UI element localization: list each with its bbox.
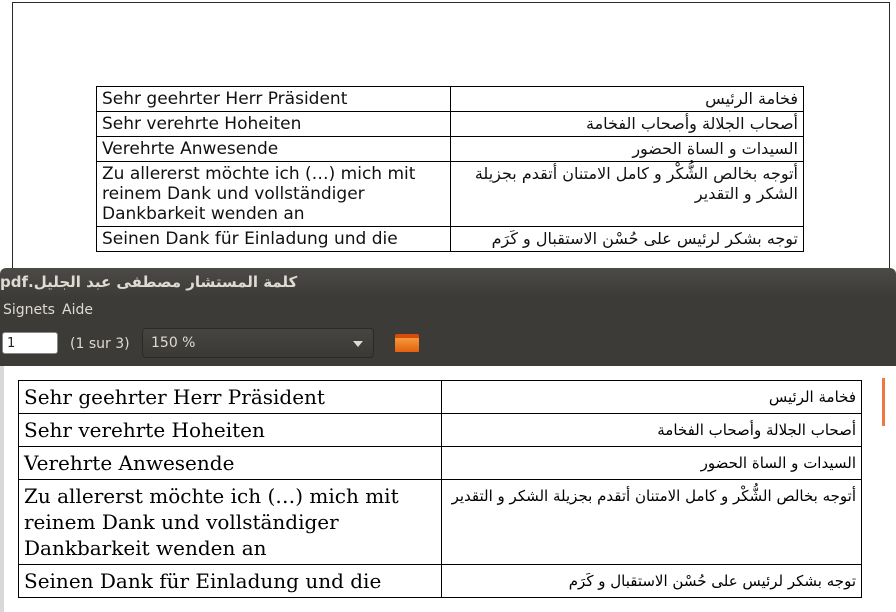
zoom-select[interactable] [142, 328, 374, 358]
table-cell-german: Seinen Dank für Einladung und die [19, 565, 442, 598]
table-cell-arabic: السيدات و الساة الحضور [451, 137, 804, 162]
background-document-page [0, 0, 896, 270]
table-cell-german: Verehrte Anwesende [19, 447, 442, 480]
table-row [97, 227, 804, 252]
table-row [97, 137, 804, 162]
table-row [19, 414, 862, 447]
toolbar [0, 324, 896, 366]
table-cell-german: Sehr geehrter Herr Präsident [97, 87, 451, 112]
menu-bar [0, 300, 896, 324]
table-cell-arabic: أتوجه بخالص الشُّكْر و كامل الامتنان أتقدم بجزيلة الشكر و التقدير [451, 162, 804, 227]
zoom-value: 150 % [151, 335, 196, 351]
table-cell-arabic: أصحاب الجلالة وأصحاب الفخامة [451, 112, 804, 137]
menu-aide[interactable]: Aide [62, 302, 93, 318]
table-row [19, 480, 862, 565]
open-folder-button[interactable] [392, 330, 422, 356]
table-cell-arabic: توجه بشكر لرئيس على حُسْن الاستقبال و كَرَم [451, 227, 804, 252]
scrollbar-indicator[interactable] [882, 378, 885, 426]
table-cell-german: Seinen Dank für Einladung und die [97, 227, 451, 252]
table-cell-arabic: السيدات و الساة الحضور [442, 447, 862, 480]
table-cell-german: Zu allererst möchte ich (…) mich mit reinem Dank und vollständiger Dankbarkeit wenden an [97, 162, 451, 227]
table-row [97, 112, 804, 137]
table-row [19, 381, 862, 414]
table-row [19, 565, 862, 598]
chevron-down-icon [353, 341, 363, 347]
window-title: كلمة المستشار مصطفى عبد الجليل.pdf [0, 273, 298, 291]
document-table [18, 380, 862, 598]
table-cell-arabic: توجه بشكر لرئيس على حُسْن الاستقبال و كَرَم [442, 565, 862, 598]
table-cell-german: Sehr verehrte Hoheiten [19, 414, 442, 447]
page-count-label: (1 sur 3) [70, 336, 130, 352]
content-left-edge [0, 366, 4, 612]
table-cell-german: Verehrte Anwesende [97, 137, 451, 162]
table-cell-arabic: فخامة الرئيس [442, 381, 862, 414]
table-cell-german: Sehr geehrter Herr Präsident [19, 381, 442, 414]
table-row [19, 447, 862, 480]
table-cell-arabic: فخامة الرئيس [451, 87, 804, 112]
table-cell-german: Zu allererst möchte ich (…) mich mit reinem Dank und vollständiger Dankbarkeit wenden an [19, 480, 442, 565]
document-viewer-window [0, 268, 896, 612]
background-table [96, 86, 804, 252]
table-cell-arabic: أصحاب الجلالة وأصحاب الفخامة [442, 414, 862, 447]
window-titlebar[interactable] [0, 268, 896, 300]
table-row [97, 87, 804, 112]
document-content-area[interactable] [0, 366, 896, 612]
menu-signets[interactable]: Signets [3, 302, 55, 318]
page-number-input[interactable]: 1 [2, 332, 58, 354]
table-cell-german: Sehr verehrte Hoheiten [97, 112, 451, 137]
table-cell-arabic: أتوجه بخالص الشُّكْر و كامل الامتنان أتقدم بجزيلة الشكر و التقدير [442, 480, 862, 565]
table-row [97, 162, 804, 227]
